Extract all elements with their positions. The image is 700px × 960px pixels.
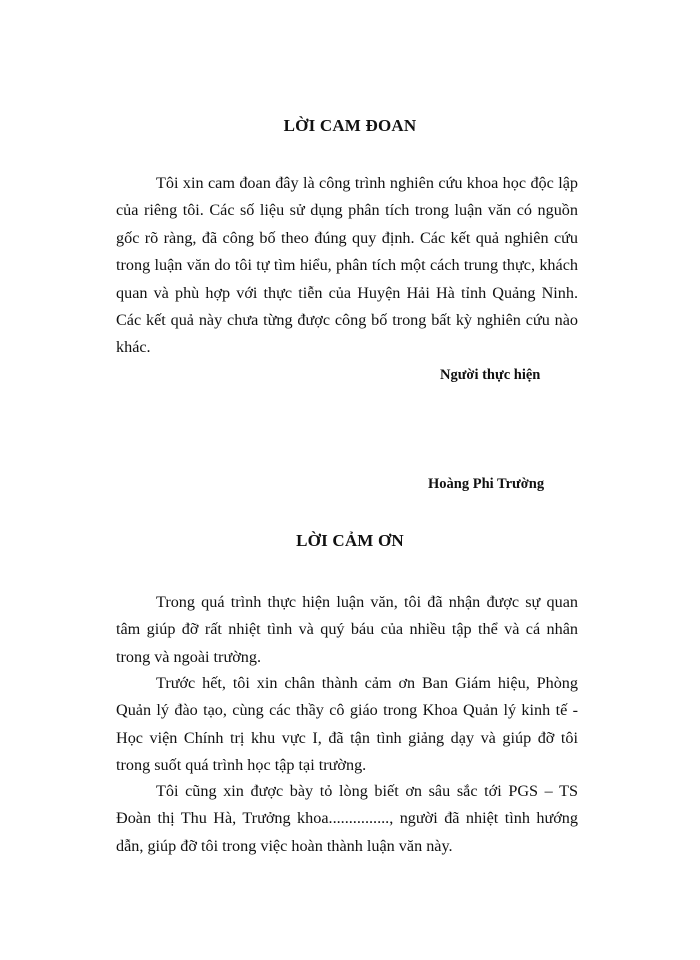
acknowledgement-paragraph-2: Trước hết, tôi xin chân thành cảm ơn Ban Giám hiệu, Phòng Quản lý đào tạo, cùng các thầy cô giáo trong Khoa Quản lý kinh tế - Học viện Chính trị khu vực I, đã tận tình giảng dạy và giúp đỡ tôi trong suốt quá trình học tập tại trường.	[116, 674, 578, 775]
acknowledgement-title: LỜI CẢM ƠN	[296, 531, 404, 550]
acknowledgement-paragraph-3: Tôi cũng xin được bày tỏ lòng biết ơn sâu sắc tới PGS – TS Đoàn thị Thu Hà, Trưởng khoa..............., người đã nhiệt tình hướng dẫn, giúp đỡ tôi trong việc hoàn thành luận văn này.	[116, 782, 578, 855]
declaration-paragraph: Tôi xin cam đoan đây là công trình nghiên cứu khoa học độc lập của riêng tôi. Các số liệu sử dụng phân tích trong luận văn có nguồn gốc rõ ràng, đã công bố theo đúng quy định. Các kết quả nghiên cứu trong luận văn do tôi tự tìm hiểu, phân tích một cách trung thực, khách quan và phù hợp với thực tiễn của Huyện Hải Hà tỉnh Quảng Ninh. Các kết quả này chưa từng được công bố trong bất kỳ nghiên cứu nào khác.	[116, 174, 578, 357]
declaration-title: LỜI CAM ĐOAN	[283, 116, 417, 135]
signature-name: Hoàng Phi Trường	[428, 476, 545, 492]
signature-label: Người thực hiện	[440, 367, 541, 383]
acknowledgement-paragraph-1: Trong quá trình thực hiện luận văn, tôi đã nhận được sự quan tâm giúp đỡ rất nhiệt tình và quý báu của nhiều tập thể và cá nhân trong và ngoài trường.	[116, 593, 578, 666]
